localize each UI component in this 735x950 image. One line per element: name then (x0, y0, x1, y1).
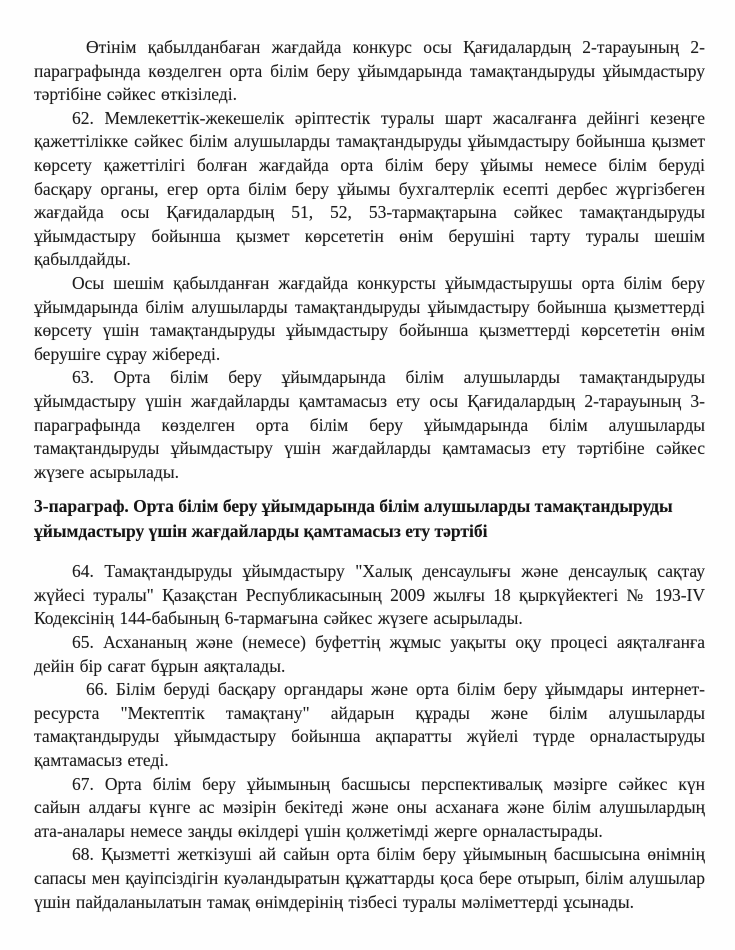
paragraph-67: 67. Орта білім беру ұйымының басшысы перспективалық мәзірге сәйкес күн сайын алдағы күнге ас мәзірін бекітеді және оны асханаға және білім алушылардың ата-аналары немесе заңды өкілдері үшін қолжетімді жерге орналастырады. (34, 773, 705, 841)
paragraph-62-decision: Осы шешім қабылданған жағдайда конкурсты ұйымдастырушы орта білім беру ұйымдарында білім алушыларды тамақтандыруды ұйымдастыру бойынша қызметтерді көрсету үшін тамақтандыруды ұйымдастыру бойынша қызметтерді көрсететін өнім берушіге сұрау жібереді. (34, 272, 705, 364)
section-heading-paragraph-3: 3-параграф. Орта білім беру ұйымдарында білім алушыларды тамақтандыруды ұйымдастыру үшін жағдайларды қамтамасыз ету тәртібі (34, 496, 673, 542)
paragraph-66: 66. Білім беруді басқару органдары және орта білім беру ұйымдары интернет-ресурста "Мектептік тамақтану" айдарын құрады және білім алушыларды тамақтандыруды ұйымдастыру бойынша ақпаратты жүйелі түрде орналастыруды қамтамасыз етеді. (34, 679, 705, 771)
paragraph-63: 63. Орта білім беру ұйымдарында білім алушыларды тамақтандыруды ұйымдастыру үшін жағдайларды қамтамасыз ету осы Қағидалардың 2-тарауының 3-параграфында көзделген орта білім беру ұйымдарында білім алушыларды тамақтандыруды ұйымдастыру үшін жағдайларды қамтамасыз ету тәртібіне сәйкес жүзеге асырылады. (34, 367, 705, 482)
paragraph-intro-continued: Өтінім қабылданбаған жағдайда конкурс осы Қағидалардың 2-тарауының 2-параграфында көзделген орта білім беру ұйымдарында тамақтандыруды ұйымдастыру тәртібіне сәйкес өткізіледі. (34, 37, 705, 105)
paragraph-64: 64. Тамақтандыруды ұйымдастыру "Халық денсаулығы және денсаулық сақтау жүйесі туралы" Қазақстан Республикасының 2009 жылғы 18 қыркүйектегі № 193-IV Кодексінің 144-бабының 6-тармағына сәйкес жүзеге асырылады. (34, 561, 705, 629)
paragraph-68: 68. Қызметті жеткізуші ай сайын орта білім беру ұйымының басшысына өнімнің сапасы мен қауіпсіздігін куәландыратын құжаттарды қоса бере отырып, білім алушылар үшін пайдаланылатын тамақ өнімдерінің тізбесі туралы мәліметтерді ұсынады. (34, 844, 705, 912)
paragraph-65: 65. Асхананың және (немесе) буфеттің жұмыс уақыты оқу процесі аяқталғанға дейін бір сағат бұрын аяқталады. (34, 632, 705, 676)
paragraph-62: 62. Мемлекеттік-жекешелік әріптестік туралы шарт жасалғанға дейінгі кезеңге қажеттілікке сәйкес білім алушыларды тамақтандыруды ұйымдастыру бойынша қызмет көрсету қажеттілігі болған жағдайда орта білім беру ұйымы немесе білім беруді басқару органы, егер орта білім беру ұйымы бухгалтерлік есепті дербес жүргізбеген жағдайда осы Қағидалардың 51, 52, 53-тармақтарына сәйкес тамақтандыруды ұйымдастыру бойынша қызмет көрсететін өнім берушіні тарту туралы шешім қабылдайды. (34, 107, 705, 270)
